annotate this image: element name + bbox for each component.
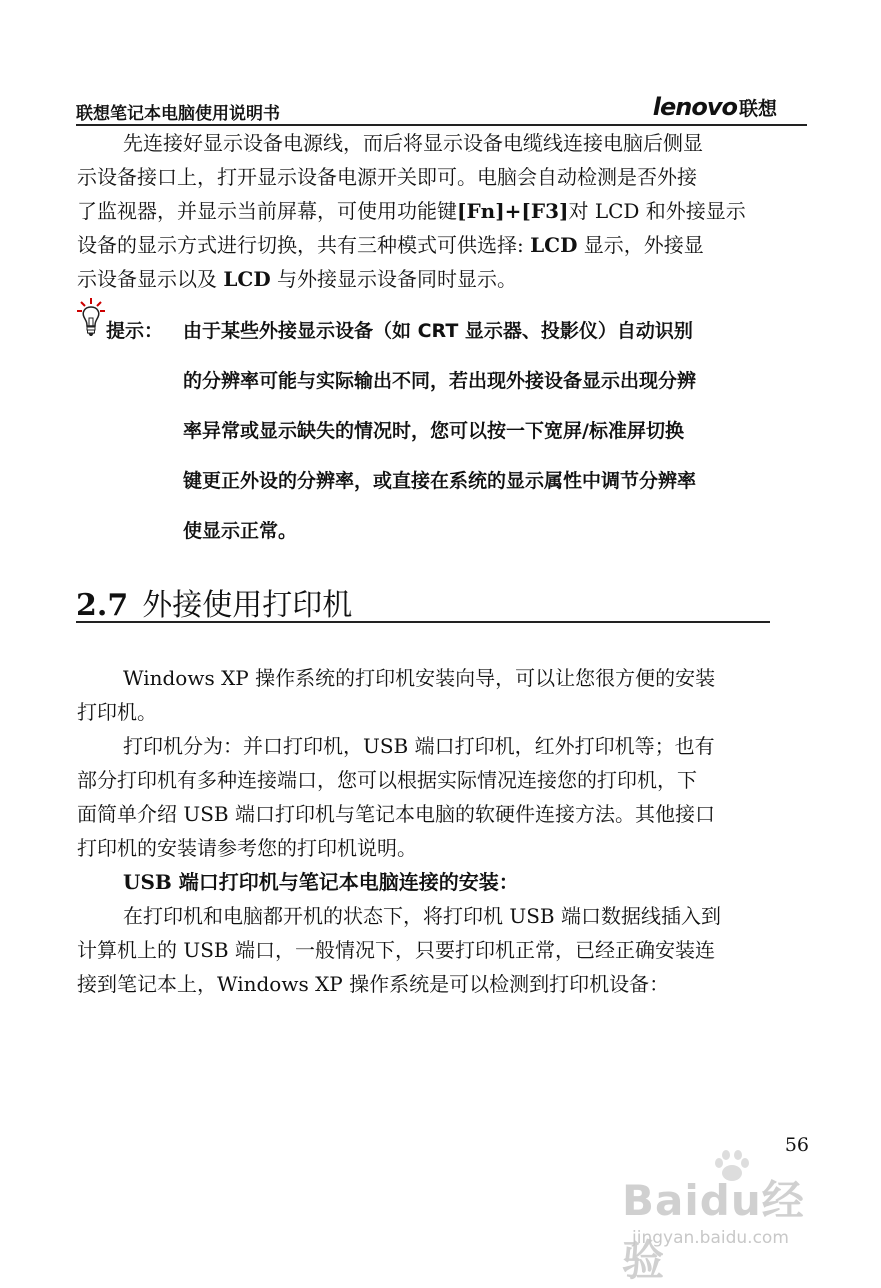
logo-cn: 联想 xyxy=(738,98,777,120)
paragraph-display-connection xyxy=(77,126,808,296)
paragraph-usb-connect xyxy=(77,899,808,1001)
watermark-text: Baidu经验 xyxy=(622,1176,805,1285)
text-line: 在打印机和电脑都开机的状态下，将打印机 USB 端口数据线插入到 xyxy=(123,904,721,928)
text-line: 示设备显示以及 xyxy=(77,267,217,291)
hotkey-fn-f3: [Fn]+[F3] xyxy=(457,199,569,223)
text-line: 了监视器，并显示当前屏幕，可使用功能键 xyxy=(77,199,457,223)
text-line: 与外接显示设备同时显示。 xyxy=(277,267,518,291)
text-line: 打印机。 xyxy=(77,700,157,724)
usb-install-heading xyxy=(77,865,808,899)
logo-text: lenovo xyxy=(652,93,737,121)
mode-lcd: LCD xyxy=(530,233,578,257)
mode-lcd: LCD xyxy=(223,267,271,291)
text-line: 计算机上的 USB 端口，一般情况下，只要打印机正常，已经正确安装连 xyxy=(77,938,715,962)
tip-label: 提示： xyxy=(106,320,164,342)
text-line: 设备的显示方式进行切换，共有三种模式可供选择: xyxy=(77,233,524,257)
text-line: USB 端口打印机与笔记本电脑连接的安装： xyxy=(123,870,519,894)
text-line: 部分打印机有多种连接端口，您可以根据实际情况连接您的打印机，下 xyxy=(77,768,697,792)
watermark-url: jingyan.baidu.com xyxy=(632,1228,789,1248)
page-number: 56 xyxy=(784,1134,809,1156)
paragraph-xp-wizard xyxy=(77,661,808,729)
text-line: 打印机分为：并口打印机，USB 端口打印机，红外打印机等；也有 xyxy=(123,734,715,758)
section-heading xyxy=(76,580,352,624)
text-line: Windows XP 操作系统的打印机安装向导，可以让您很方便的安装 xyxy=(123,666,716,690)
tip-line: 使显示正常。 xyxy=(183,520,298,542)
text-line: 对 LCD 和外接显示 xyxy=(568,199,746,223)
section-title: 外接使用打印机 xyxy=(142,588,353,623)
lightbulb-icon xyxy=(76,296,106,342)
page-header xyxy=(76,93,807,124)
baidu-watermark xyxy=(622,1148,822,1285)
lenovo-logo xyxy=(653,93,777,121)
text-line: 面简单介绍 USB 端口打印机与笔记本电脑的软硬件连接方法。其他接口 xyxy=(77,802,715,826)
header-title: 联想笔记本电脑使用说明书 xyxy=(76,104,280,124)
text-line: 显示，外接显 xyxy=(583,233,704,257)
paragraph-printer-types xyxy=(77,729,808,865)
text-line: 示设备接口上，打开显示设备电源开关即可。电脑会自动检测是否外接 xyxy=(77,165,697,189)
tip-line: 由于某些外接显示设备（如 CRT 显示器、投影仪）自动识别 xyxy=(183,320,693,342)
tip-line: 率异常或显示缺失的情况时，您可以按一下宽屏/标准屏切换 xyxy=(183,420,684,442)
tip-line: 键更正外设的分辨率，或直接在系统的显示属性中调节分辨率 xyxy=(183,470,697,492)
section-number: 2.7 xyxy=(76,588,129,623)
text-line: 接到笔记本上，Windows XP 操作系统是可以检测到打印机设备： xyxy=(77,972,670,996)
section-underline xyxy=(76,621,770,623)
text-line: 打印机的安装请参考您的打印机说明。 xyxy=(77,836,417,860)
text-line: 先连接好显示设备电源线，而后将显示设备电缆线连接电脑后侧显 xyxy=(123,131,703,155)
tip-line: 的分辨率可能与实际输出不同，若出现外接设备显示出现分辨 xyxy=(183,370,697,392)
